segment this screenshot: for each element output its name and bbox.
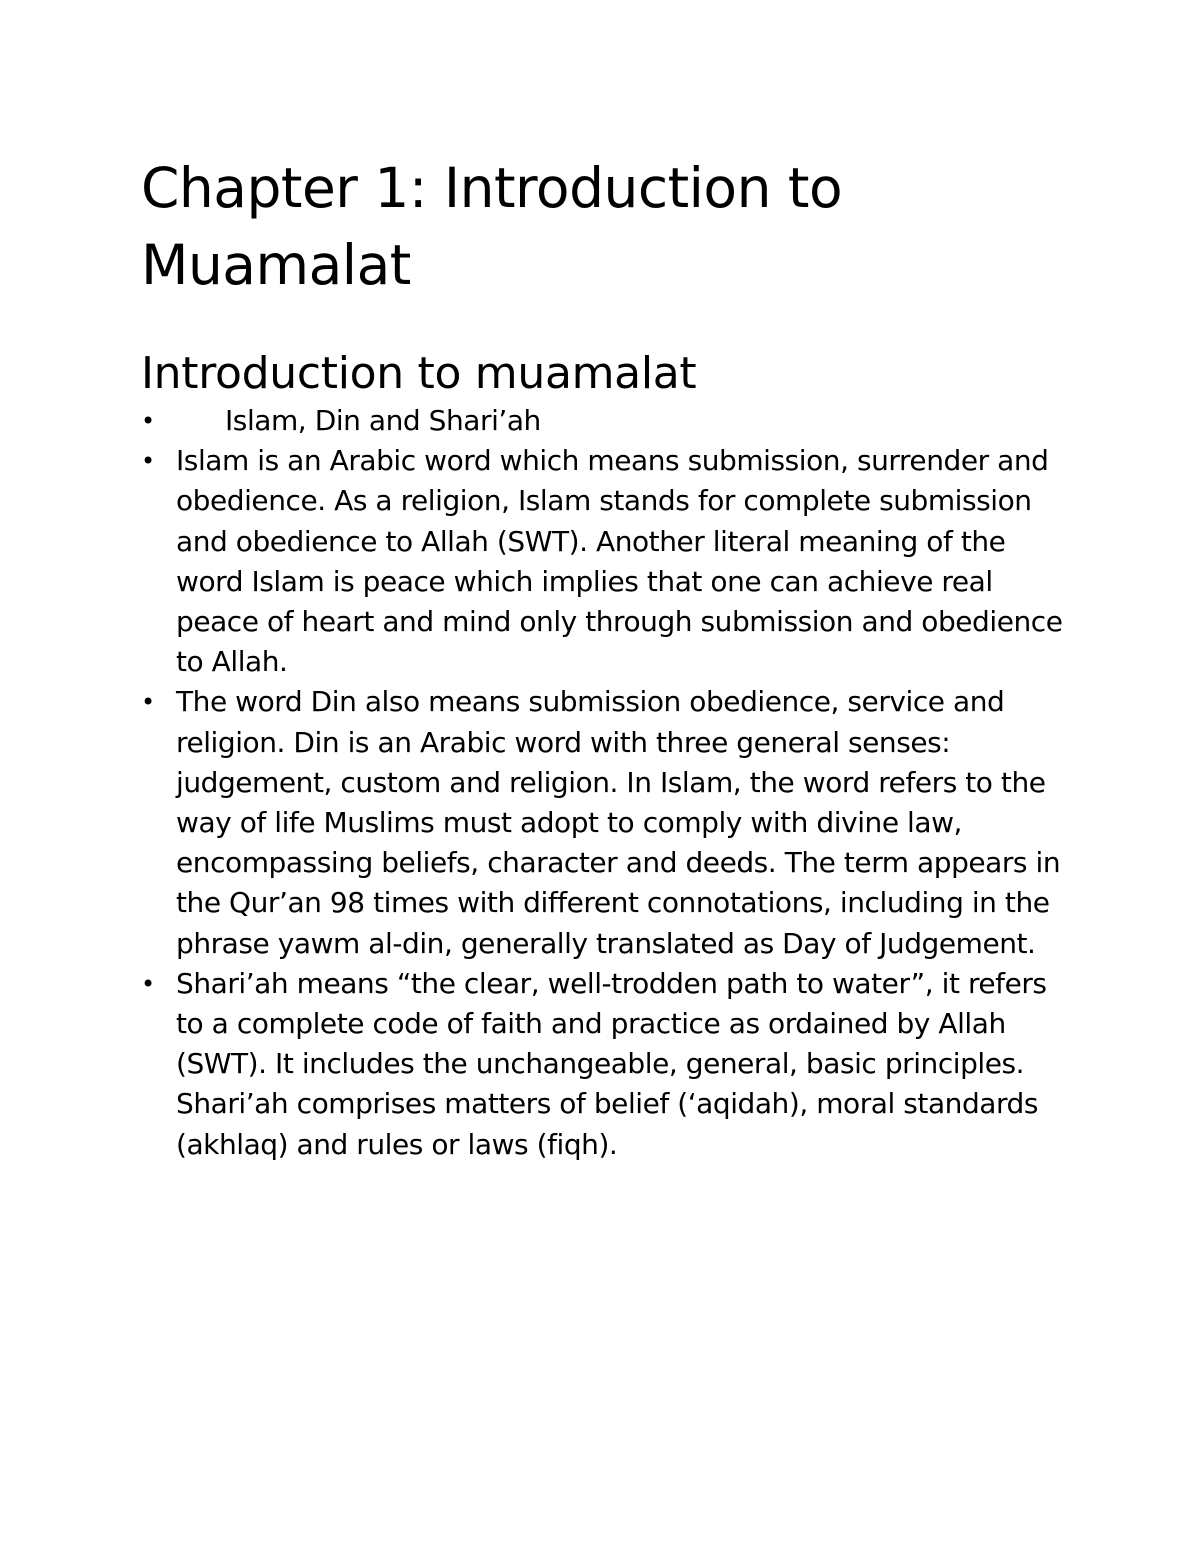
bullet-text: The word Din also means submission obedience, service and religion. Din is an Arabic word with three general senses: judgement, custom and religion. In Islam, the word refers to the way of life Muslims must adopt to comply with divine law, encompassing beliefs, character and deeds. The term appears in the Qur’an 98 times with different connotations, including in the phrase yawm al-din, generally translated as Day of Judgement. bbox=[176, 685, 1061, 960]
bullet-item-islam-definition bbox=[141, 441, 1071, 682]
chapter-title: Chapter 1: Introduction to Muamalat bbox=[141, 156, 843, 297]
section-heading: Introduction to muamalat bbox=[141, 348, 697, 399]
bullet-icon: • bbox=[141, 969, 155, 998]
bullet-item-shariah-definition bbox=[141, 964, 1071, 1165]
bullet-icon: • bbox=[141, 688, 155, 717]
bullet-text: Islam, Din and Shari’ah bbox=[225, 404, 541, 437]
bullet-item-islam-din-shariah bbox=[141, 401, 1071, 441]
bullet-icon: • bbox=[141, 447, 155, 476]
bullet-item-din-definition bbox=[141, 682, 1071, 963]
bullet-text: Islam is an Arabic word which means submission, surrender and obedience. As a religion, Islam stands for complete submission and obedience to Allah (SWT). Another literal meaning of the word Islam is peace which implies that one can achieve real peace of heart and mind only through submission and obedience to Allah. bbox=[176, 444, 1063, 679]
bullet-list bbox=[141, 401, 1071, 1165]
bullet-icon: • bbox=[141, 407, 155, 435]
bullet-text: Shari’ah means “the clear, well-trodden path to water”, it refers to a complete code of faith and practice as ordained by Allah (SWT). It includes the unchangeable, general, basic principles. Shari’ah comprises matters of belief (‘aqidah), moral standards (akhlaq) and rules or laws (fiqh). bbox=[176, 966, 1047, 1161]
